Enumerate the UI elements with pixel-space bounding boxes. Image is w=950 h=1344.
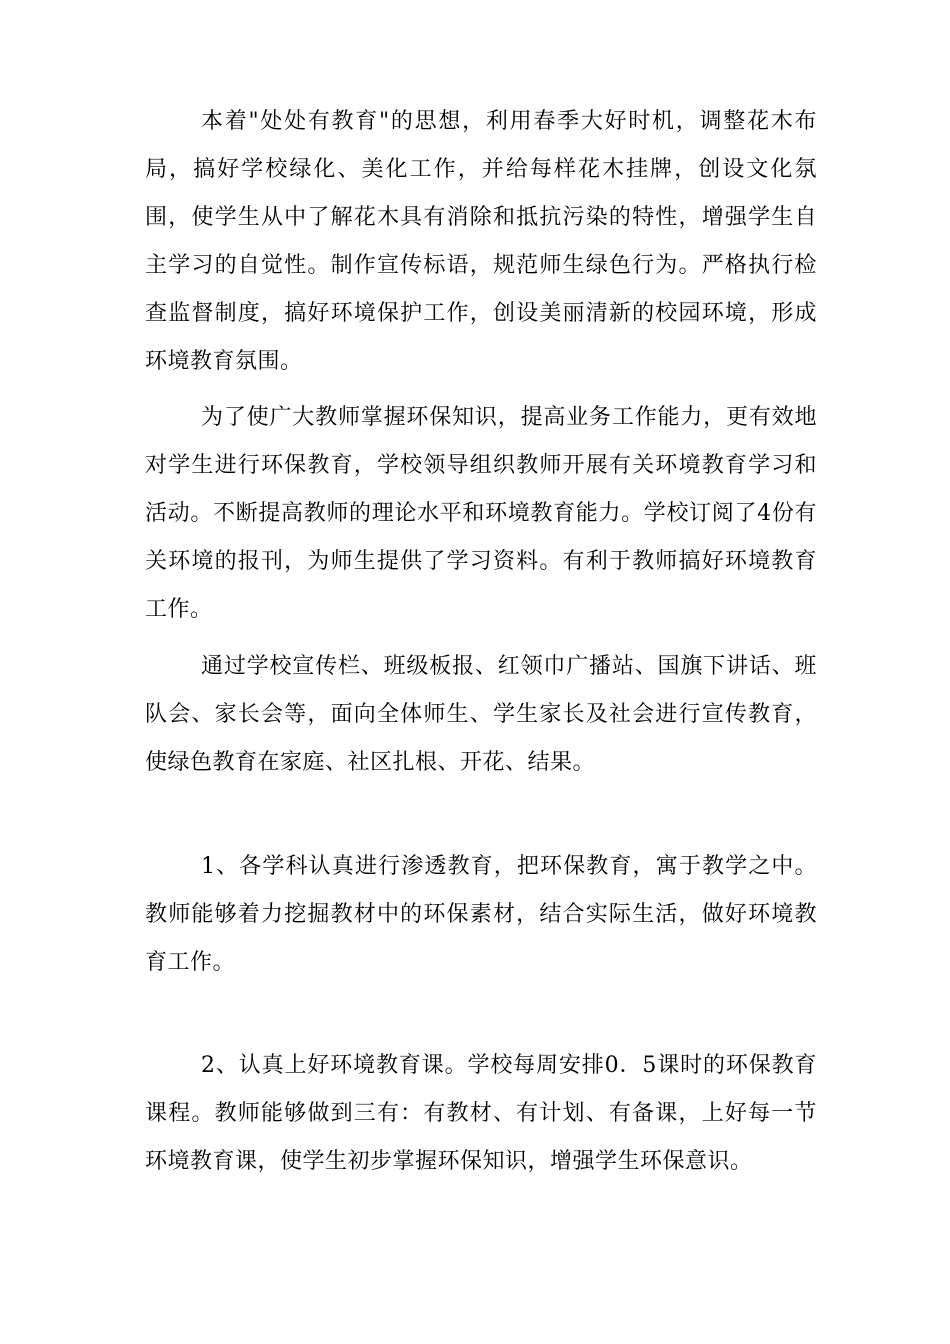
- paragraph-subject-infiltration: 1、各学科认真进行渗透教育，把环保教育，寓于教学之中。教师能够着力挖掘教材中的环保素材，结合实际生活，做好环境教育工作。: [145, 854, 817, 975]
- paragraph-campus-greening: 本着"处处有教育"的思想，利用春季大好时机，调整花木布局，搞好学校绿化、美化工作，并给每样花木挂牌，创设文化氛围，使学生从中了解花木具有消除和抵抗污染的特性，增强学生自主学习的自觉性。制作宣传标语，规范师生绿色行为。严格执行检查监督制度，搞好环境保护工作，创设美丽清新的校园环境，形成环境教育氛围。: [145, 109, 817, 374]
- paragraph-environment-class: 2、认真上好环境教育课。学校每周安排0．5课时的环保教育课程。教师能够做到三有：有教材、有计划、有备课，上好每一节环境教育课，使学生初步掌握环保知识，增强学生环保意识。: [145, 1053, 817, 1174]
- paragraph-publicity: 通过学校宣传栏、班级板报、红领巾广播站、国旗下讲话、班队会、家长会等，面向全体师生、学生家长及社会进行宣传教育，使绿色教育在家庭、社区扎根、开花、结果。: [145, 654, 817, 775]
- paragraph-teacher-training: 为了使广大教师掌握环保知识，提高业务工作能力，更有效地对学生进行环保教育，学校领导组织教师开展有关环境教育学习和活动。不断提高教师的理论水平和环境教育能力。学校订阅了4份有关环境的报刊，为师生提供了学习资料。有利于教师搞好环境教育工作。: [145, 405, 817, 622]
